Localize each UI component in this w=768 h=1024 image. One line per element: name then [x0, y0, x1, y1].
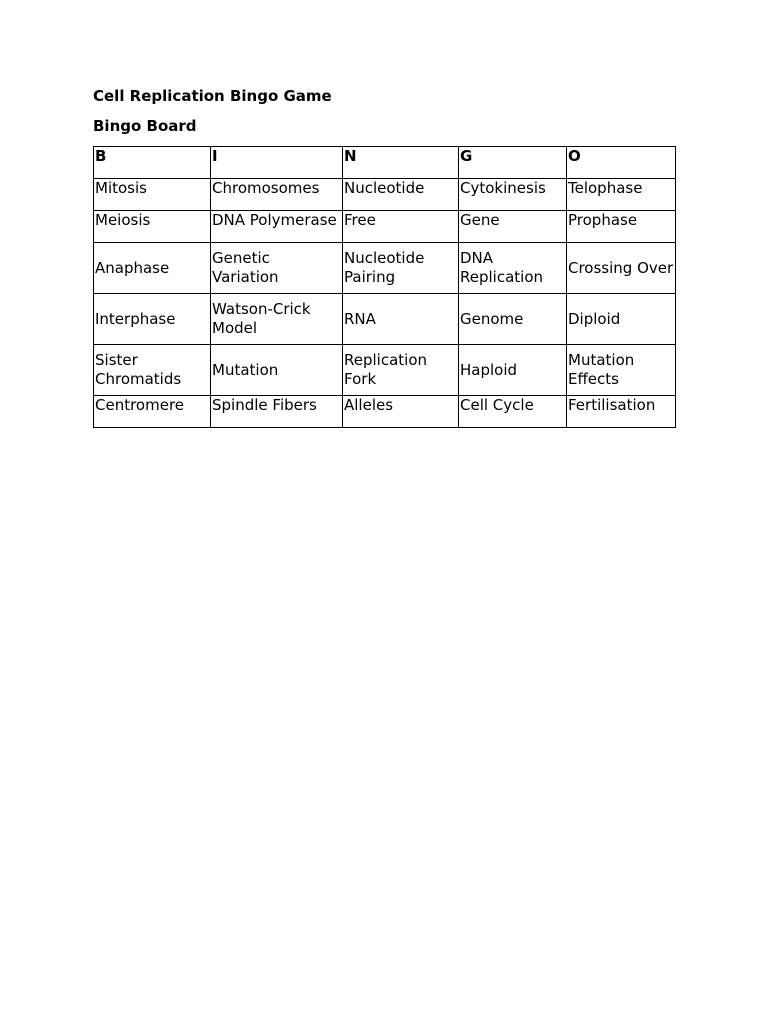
column-header-g: G	[459, 147, 567, 179]
table-cell: Haploid	[459, 345, 567, 396]
table-cell: DNA Replication	[459, 243, 567, 294]
table-cell: DNA Polymerase	[211, 211, 343, 243]
column-header-o: O	[567, 147, 676, 179]
table-cell: Crossing Over	[567, 243, 676, 294]
table-cell: Prophase	[567, 211, 676, 243]
table-cell: Nucleotide Pairing	[343, 243, 459, 294]
table-cell: Centromere	[94, 396, 211, 428]
table-cell: RNA	[343, 294, 459, 345]
document-page	[93, 86, 683, 414]
document-title: Cell Replication Bingo Game	[93, 87, 332, 105]
table-row	[94, 179, 676, 211]
table-cell: Cytokinesis	[459, 179, 567, 211]
table-cell: Fertilisation	[567, 396, 676, 428]
section-title: Bingo Board	[93, 117, 197, 135]
table-cell: Free	[343, 211, 459, 243]
table-cell: Genome	[459, 294, 567, 345]
table-cell: Spindle Fibers	[211, 396, 343, 428]
table-cell: Telophase	[567, 179, 676, 211]
table-row	[94, 345, 676, 396]
table-cell: Nucleotide	[343, 179, 459, 211]
table-cell: Alleles	[343, 396, 459, 428]
table-cell: Anaphase	[94, 243, 211, 294]
table-cell: Interphase	[94, 294, 211, 345]
table-cell: Meiosis	[94, 211, 211, 243]
column-header-i: I	[211, 147, 343, 179]
table-cell: Diploid	[567, 294, 676, 345]
table-cell: Watson-Crick Model	[211, 294, 343, 345]
table-cell: Cell Cycle	[459, 396, 567, 428]
column-header-n: N	[343, 147, 459, 179]
table-cell: Gene	[459, 211, 567, 243]
column-header-b: B	[94, 147, 211, 179]
table-cell: Genetic Variation	[211, 243, 343, 294]
table-cell: Mitosis	[94, 179, 211, 211]
table-row	[94, 243, 676, 294]
table-cell: Replication Fork	[343, 345, 459, 396]
table-cell: Sister Chromatids	[94, 345, 211, 396]
bingo-board-table	[93, 146, 676, 428]
table-cell: Mutation Effects	[567, 345, 676, 396]
table-row	[94, 396, 676, 428]
table-header-row	[94, 147, 676, 179]
table-cell: Mutation	[211, 345, 343, 396]
table-row	[94, 294, 676, 345]
table-row	[94, 211, 676, 243]
table-cell: Chromosomes	[211, 179, 343, 211]
